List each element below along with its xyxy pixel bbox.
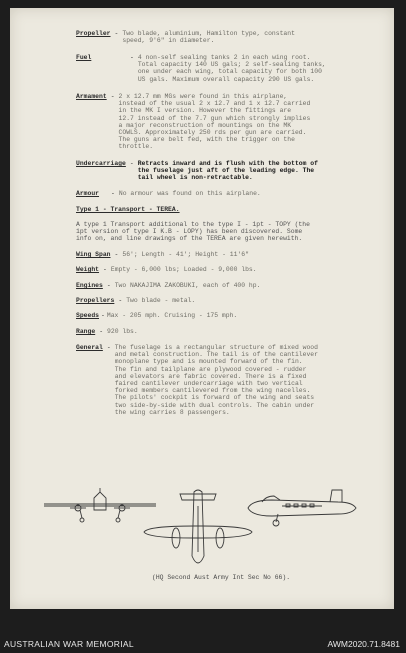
range-text: 920 lbs. — [107, 328, 138, 335]
armament-row: Armament - 2 x 12.7 mm MGs were found in this airplane, instead of the usual 2 x 12.7 and 1 x 12.7 carried in the MK I version. However the fittings are 12.7 instead of the 7.7 gun which strongly implies a major reconstruction of mountings on the MK COWLS. Approximately 250 rds per gun are carried. The guns are belt fed, with the trigger on the throttle. — [76, 93, 386, 151]
fuel-label: Fuel — [76, 54, 92, 61]
propeller-row: Propeller - Two blade, aluminium, Hamilton type, constant speed, 9'6" in diameter. — [76, 30, 386, 44]
side-view-drawing — [242, 486, 362, 528]
type1-heading — [76, 206, 386, 213]
engines-row: Engines - Two NAKAJIMA ZAKOBUKI, each of 400 hp. — [76, 282, 386, 289]
footer-credit: AUSTRALIAN WAR MEMORIAL — [4, 639, 134, 649]
document-page — [10, 8, 394, 609]
footer-bar — [0, 609, 406, 653]
fuel-text: 4 non-self sealing tanks 2 in each wing root. Total capacity 140 US gals; 2 self-sealing tanks, one under each wing, total capacity for both 100 US gals. Maximum overall capacity 290 US gals. — [137, 54, 326, 83]
wing-span-text: 56'; Length - 41'; Height - 11'6" — [122, 251, 249, 258]
general-text: The fuselage is a rectangular structure of mixed wood and metal construction. The tail is of the cantilever monoplane type and is mounted forward of the fin. The fin and tailplane are plywood covered - rudder and elevators are fabric covered. There is a fixed faired cantilever undercarriage with two vertical forked members cantilevered from the wing nacelles. The pilots' cockpit is forward of the wing and seats two side-by-side with dual controls. The cabin under the wing carries 8 passengers. — [114, 344, 318, 416]
weight-row: Weight - Empty - 6,000 lbs; Loaded - 9,000 lbs. — [76, 266, 386, 273]
wing-span-row: Wing Span - 56'; Length - 41'; Height - 11'6" — [76, 251, 386, 258]
general-row: General - The fuselage is a rectangular structure of mixed wood and metal construction. The tail is of the cantilever monoplane type and is mounted forward of the fin. The fin and tailplane are plywood covered - rudder and elevators are fabric covered. There is a fixed faired cantilever undercarriage with two vertical forked members cantilevered from the wing nacelles. The pilots' cockpit is forward of the wing and seats two side-by-side with dual controls. The cabin under the wing carries 8 passengers. — [76, 344, 386, 416]
engines-label: Engines — [76, 282, 103, 289]
propeller-label: Propeller — [76, 30, 111, 37]
wing-span-label: Wing Span — [76, 251, 111, 258]
armour-row: Armour - No armour was found on this airplane. — [76, 190, 386, 197]
type1-label: Type 1 - Transport - TEREA. — [76, 206, 180, 213]
general-label: General — [76, 344, 103, 351]
armament-label: Armament — [76, 93, 107, 100]
speeds-label: Speeds — [76, 312, 100, 319]
armament-text: 2 x 12.7 mm MGs were found in this airplane, instead of the usual 2 x 12.7 and 1 x 12.7 carried in the MK I version. However the fittings are 12.7 instead of the 7.7 gun which strongly implies a major reconstruction of mountings on the MK COWLS. Approximately 250 rds per gun are carried. The guns are belt fed, with the trigger on the throttle. — [118, 93, 311, 151]
propellers-row: Propellers - Two blade - metal. — [76, 297, 386, 304]
propellers-label: Propellers — [76, 297, 115, 304]
undercarriage-text: Retracts inward and is flush with the bottom of the fuselage just aft of the leading edge. The tail wheel is non-retractable. — [137, 160, 318, 182]
range-row: Range - 920 lbs. — [76, 328, 386, 335]
speeds-row: Speeds - Max - 205 mph. Cruising - 175 mph. — [76, 312, 386, 319]
source-caption: (HQ Second Aust Army Int Sec No 66). — [152, 574, 291, 581]
armour-text: No armour was found on this airplane. — [118, 190, 261, 197]
speeds-text: Max - 205 mph. Cruising - 175 mph. — [106, 312, 238, 319]
engines-text: Two NAKAJIMA ZAKOBUKI, each of 400 hp. — [114, 282, 261, 289]
undercarriage-row: Undercarriage - Retracts inward and is flush with the bottom of the fuselage just aft of the leading edge. The tail wheel is non-retractable. — [76, 160, 386, 182]
range-label: Range — [76, 328, 96, 335]
weight-text: Empty - 6,000 lbs; Loaded - 9,000 lbs. — [110, 266, 257, 273]
fuel-row: Fuel - 4 non-self sealing tanks 2 in each wing root. Total capacity 140 US gals; 2 self-sealing tanks, one under each wing, total capacity for both 100 US gals. Maximum overall capacity 290 US gals. — [76, 54, 386, 83]
document-content — [10, 8, 394, 609]
plan-view-drawing — [140, 486, 256, 572]
propeller-text: Two blade, aluminium, Hamilton type, constant speed, 9'6" in diameter. — [122, 30, 295, 45]
armour-label: Armour — [76, 190, 100, 197]
footer-accession-number: AWM2020.71.8481 — [327, 639, 400, 649]
type1-paragraph: A type 1 Transport additional to the type I - 1pt - TOPY (the 1pt version of type I K.B - LOPY) has been discovered. Some info on, and line drawings of the TEREA are given herewith. — [76, 221, 310, 243]
propellers-text: Two blade - metal. — [126, 297, 196, 304]
undercarriage-label: Undercarriage — [76, 160, 126, 167]
weight-label: Weight — [76, 266, 100, 273]
